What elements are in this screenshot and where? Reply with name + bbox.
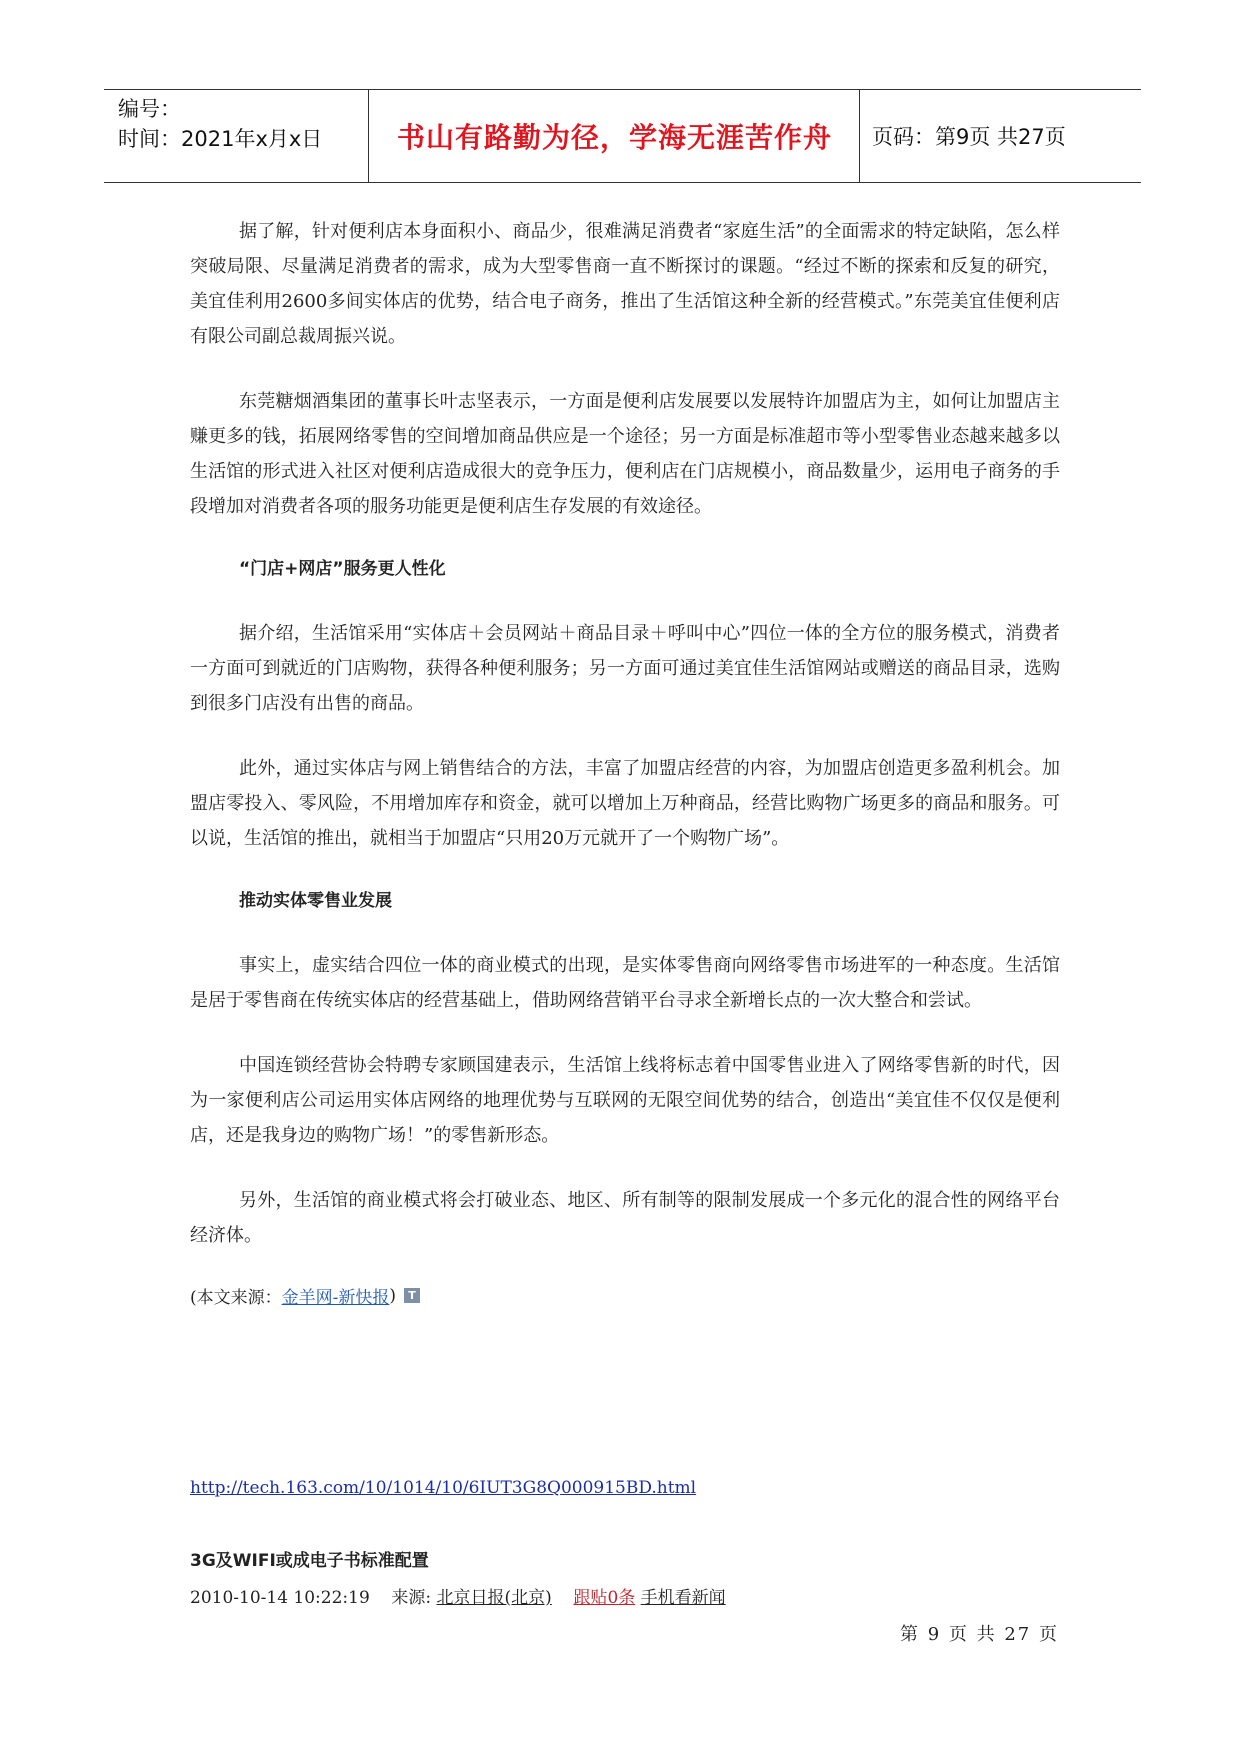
source-label: 来源: [391,1588,437,1608]
paragraph: 此外，通过实体店与网上销售结合的方法，丰富了加盟店经营的内容，为加盟店创造更多盈利机会。加盟店零投入、零风险，不用增加库存和资金，就可以增加上万种商品，经营比购物广场更多的商品和服务。可以说，生活馆的推出，就相当于加盟店“只用20万元就开了一个购物广场”。 [190,758,1060,849]
article-meta [190,1583,726,1608]
text-icon[interactable]: T [404,1288,420,1303]
paragraph: 中国连锁经营协会特聘专家顾国建表示，生活馆上线将标志着中国零售业进入了网络零售新的时代，因为一家便利店公司运用实体店网络的地理优势与互联网的无限空间优势的结合，创造出“美宜佳不仅仅是便利店，还是我身边的购物广场！”的零售新形态。 [190,1055,1060,1146]
article-source [190,1283,1060,1308]
source-prefix: (本文来源： [190,1288,282,1308]
paragraph: 据了解，针对便利店本身面积小、商品少，很难满足消费者“家庭生活”的全面需求的特定缺陷，怎么样突破局限、尽量满足消费者的需求，成为大型零售商一直不断探讨的课题。“经过不断的探索和反复的研究，美宜佳利用2600多间实体店的优势，结合电子商务，推出了生活馆这种全新的经营模式。”东莞美宜佳便利店有限公司副总裁周振兴说。 [190,221,1060,347]
paragraph: 另外，生活馆的商业模式将会打破业态、地区、所有制等的限制发展成一个多元化的混合性的网络平台经济体。 [190,1190,1060,1246]
header-divider [368,90,369,182]
follow-count: 0 [607,1588,619,1608]
number-label: 编号： [118,97,181,121]
page-header [104,89,1141,183]
next-article-title: 3G及WIFI或成电子书标准配置 [190,1551,429,1571]
source-name-link[interactable]: 北京日报(北京) [436,1588,552,1608]
header-motto: 书山有路勤为径，学海无涯苦作舟 [396,120,832,154]
paragraph: 据介绍，生活馆采用“实体店＋会员网站＋商品目录＋呼叫中心”四位一体的全方位的服务模式，消费者一方面可到就近的门店购物，获得各种便利服务；另一方面可通过美宜佳生活馆网站或赠送的商品目录，选购到很多门店没有出售的商品。 [190,623,1060,714]
article-datetime: 2010-10-14 10:22:19 [190,1588,370,1608]
source-suffix: ) [389,1285,397,1306]
section-heading: “门店+网店”服务更人性化 [239,559,446,579]
paragraph: 东莞糖烟酒集团的董事长叶志坚表示，一方面是便利店发展要以发展特许加盟店为主，如何让加盟店主赚更多的钱，拓展网络零售的空间增加商品供应是一个途径；另一方面是标准超市等小型零售业态越来越多以生活馆的形式进入社区对便利店造成很大的竞争压力，便利店在门店规模小，商品数量少，运用电子商务的手段增加对消费者各项的服务功能更是便利店生存发展的有效途径。 [190,391,1060,517]
header-page-label: 页码：第9页 共27页 [872,124,1066,149]
follow-link[interactable] [573,1588,635,1608]
paragraph: 事实上，虚实结合四位一体的商业模式的出现，是实体零售商向网络零售市场进军的一种态度。生活馆是居于零售商在传统实体店的经营基础上，借助网络营销平台寻求全新增长点的一次大整合和尝试。 [190,955,1060,1011]
section-heading: 推动实体零售业发展 [239,891,392,911]
follow-prefix: 跟贴 [573,1588,608,1608]
source-link[interactable]: 金羊网-新快报 [281,1288,390,1308]
mobile-news-link[interactable]: 手机看新闻 [640,1588,726,1608]
page-footer: 第 9 页 共 27 页 [900,1624,1059,1645]
header-info [118,94,322,154]
follow-suffix: 条 [618,1588,636,1608]
article-body [190,214,1060,1308]
time-label: 时间：2021年x月x日 [118,127,323,151]
header-divider [859,90,860,182]
article-url-link[interactable]: http://tech.163.com/10/1014/10/6IUT3G8Q000915BD.html [190,1478,697,1498]
